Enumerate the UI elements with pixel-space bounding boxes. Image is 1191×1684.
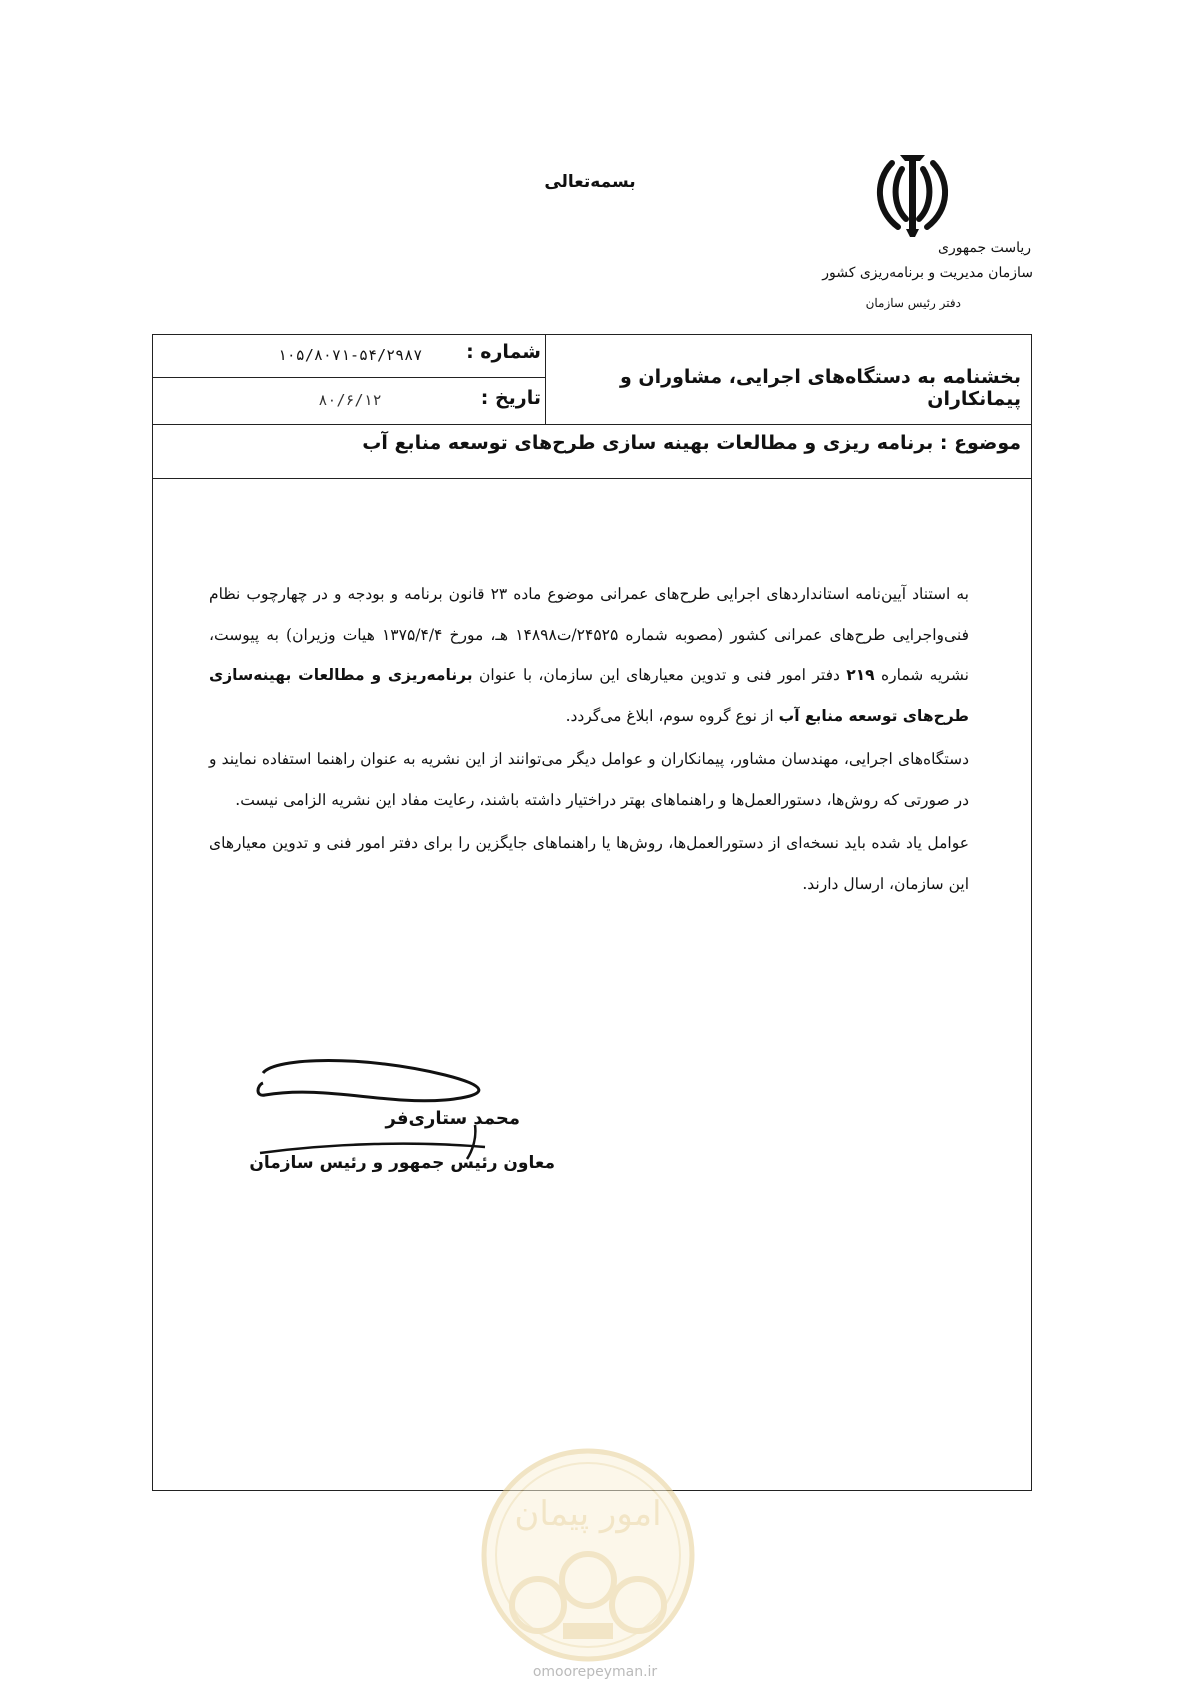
publication-title: برنامه‌ریزی و مطالعات بهینه‌سازی طرح‌های توسعه منابع آب: [209, 666, 969, 725]
paragraph-3: عوامل یاد شده باید نسخه‌ای از دستورالعمل‌ها، روش‌ها یا راهنماهای جایگزین را برای دفتر امور فنی و تدوین معیارهای این سازمان، ارسال دارند.: [209, 834, 969, 893]
divider-header: [152, 424, 1032, 425]
org-line-office: دفتر رئیس سازمان: [865, 296, 961, 310]
divider-subject: [152, 478, 1032, 479]
paragraph-1: [209, 574, 969, 736]
signatory-name: محمد ستاری‌فر: [385, 1108, 520, 1129]
date-value: ۸۰/۶/۱۲: [318, 391, 382, 409]
paragraph-1-part-2: دفتر امور فنی و تدوین معیارهای این سازمان، با عنوان: [479, 666, 840, 684]
paragraph-1-part-1: به استناد آیین‌نامه استانداردهای اجرایی طرح‌های عمرانی موضوع ماده ۲۳ قانون برنامه و بودجه و در چهارچوب نظام فنی‌واجرایی طرح‌های عمرانی کشور (مصوبه شماره ۲۴۵۲۵/ت۱۴۸۹۸ هـ، مورخ ۱۳۷۵/۴/۴ هیات وزیران) به پیوست، نشریه شماره: [209, 585, 970, 684]
watermark-site-url: omoorepeyman.ir: [532, 1664, 658, 1680]
publication-number: ۲۱۹: [846, 666, 875, 684]
letter-frame: [152, 334, 1032, 1491]
paragraph-1-part-3: از نوع گروه سوم، ابلاغ می‌گردد.: [565, 706, 774, 725]
divider-number-date: [152, 377, 545, 378]
signatory-title: معاون رئیس جمهور و رئیس سازمان: [249, 1153, 555, 1173]
letter-body: [209, 574, 969, 907]
org-line-organization: سازمان مدیریت و برنامه‌ریزی کشور: [822, 265, 1033, 281]
paragraph-2: دستگاه‌های اجرایی، مهندسان مشاور، پیمانکاران و عوامل دیگر می‌توانند از این نشریه به عنوان راهنما استفاده نمایند و در صورتی که روش‌ها، دستورالعمل‌ها و راهنماهای بهتر دراختیار داشته باشند، رعایت مفاد این نشریه الزامی نیست.: [209, 750, 969, 809]
recipients-line: بخشنامه به دستگاه‌های اجرایی، مشاوران و پیمانکاران: [619, 366, 1021, 410]
watermark-logo: [478, 1445, 698, 1665]
number-label: شماره :: [466, 341, 541, 363]
watermark-logo-text: امور پیمان: [514, 1494, 662, 1534]
org-line-presidency: ریاست جمهوری: [937, 240, 1031, 256]
number-value: ۱۰۵/۸۰۷۱-۵۴/۲۹۸۷: [277, 346, 423, 364]
iran-emblem-icon: [870, 145, 955, 240]
subject-line: موضوع : برنامه ریزی و مطالعات بهینه سازی طرح‌های توسعه منابع آب: [362, 432, 1021, 454]
divider-vertical: [545, 334, 546, 424]
date-label: تاریخ :: [480, 387, 541, 409]
basmala: بسمه‌تعالی: [544, 172, 636, 192]
